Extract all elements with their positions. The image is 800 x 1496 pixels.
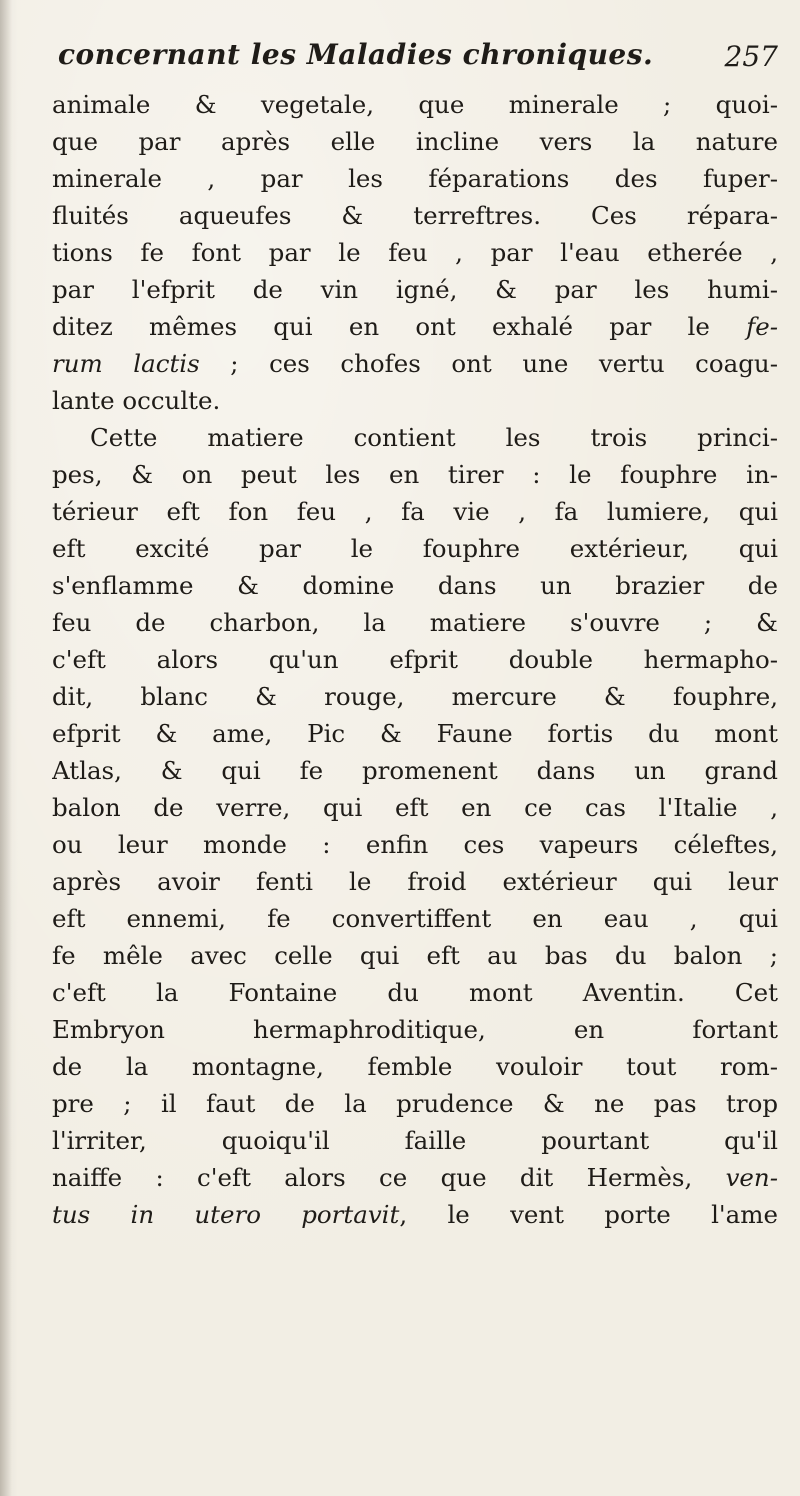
text-line	[52, 1196, 778, 1233]
text-line	[52, 1085, 778, 1122]
italic-text-run: fe-	[746, 312, 778, 341]
text-line	[52, 974, 778, 1011]
text-run: minerale , par les féparations des fuper-	[52, 164, 778, 193]
text-run: eft excité par le fouphre extérieur, qui	[52, 534, 778, 563]
text-run: térieur eft fon feu , fa vie , fa lumiere, qui	[52, 497, 778, 526]
text-run: ou leur monde : enfin ces vapeurs céleftes,	[52, 830, 778, 859]
text-run: ditez mêmes qui en ont exhalé par le	[52, 312, 747, 341]
text-line	[52, 789, 778, 826]
text-line	[52, 456, 778, 493]
running-head	[58, 38, 778, 82]
text-run: efprit & ame, Pic & Faune fortis du mont	[52, 719, 778, 748]
text-run: pes, & on peut les en tirer : le fouphre in-	[52, 460, 778, 489]
text-line	[52, 567, 778, 604]
text-line	[52, 678, 778, 715]
italic-text-run: rum lactis	[52, 349, 200, 378]
text-run: après avoir fenti le froid extérieur qui leur	[52, 867, 778, 896]
text-line	[52, 604, 778, 641]
text-line	[52, 641, 778, 678]
text-run: fe mêle avec celle qui eft au bas du balon ;	[52, 941, 778, 970]
text-run: dit, blanc & rouge, mercure & fouphre,	[52, 682, 778, 711]
text-line	[52, 900, 778, 937]
text-run: lante occulte.	[52, 386, 221, 415]
running-head-title: concernant les Maladies chroniques.	[58, 38, 654, 71]
text-run: Embryon hermaphroditique, en fortant	[52, 1015, 778, 1044]
text-line	[52, 345, 778, 382]
text-run: feu de charbon, la matiere s'ouvre ; &	[52, 608, 778, 637]
text-run: animale & vegetale, que minerale ; quoi-	[52, 90, 778, 119]
text-run: c'eft la Fontaine du mont Aventin. Cet	[52, 978, 778, 1007]
text-run: pre ; il faut de la prudence & ne pas trop	[52, 1089, 778, 1118]
text-line	[52, 419, 778, 456]
text-line	[52, 715, 778, 752]
text-run: fluités aqueufes & terreftres. Ces répara-	[52, 201, 778, 230]
text-line	[52, 937, 778, 974]
text-run: par l'efprit de vin igné, & par les humi-	[52, 275, 778, 304]
text-line	[52, 86, 778, 123]
text-line	[52, 826, 778, 863]
text-run: eft ennemi, fe convertiffent en eau , qui	[52, 904, 778, 933]
text-line	[52, 493, 778, 530]
text-line	[52, 530, 778, 567]
text-run: , le vent porte l'ame	[399, 1200, 778, 1229]
text-line	[52, 752, 778, 789]
text-run: ; ces chofes ont une vertu coagu-	[199, 349, 778, 378]
text-line	[52, 1011, 778, 1048]
text-line	[52, 308, 778, 345]
text-line	[52, 234, 778, 271]
text-run: que par après elle incline vers la nature	[52, 127, 778, 156]
text-run: balon de verre, qui eft en ce cas l'Italie ,	[52, 793, 778, 822]
text-line	[52, 1122, 778, 1159]
text-line	[52, 271, 778, 308]
text-line	[52, 1048, 778, 1085]
text-run: Atlas, & qui fe promenent dans un grand	[52, 756, 778, 785]
text-line	[52, 1159, 778, 1196]
text-run: naiffe : c'eft alors ce que dit Hermès,	[52, 1163, 726, 1192]
text-line	[52, 382, 778, 419]
text-run: l'irriter, quoiqu'il faille pourtant qu'il	[52, 1126, 778, 1155]
text-run: c'eft alors qu'un efprit double hermapho-	[52, 645, 778, 674]
text-run: s'enflamme & domine dans un brazier de	[52, 571, 778, 600]
text-run: tions fe font par le feu , par l'eau etherée ,	[52, 238, 778, 267]
text-run: de la montagne, femble vouloir tout rom-	[52, 1052, 778, 1081]
text-run: Cette matiere contient les trois princi-	[90, 423, 778, 452]
page-gutter-shadow	[0, 0, 12, 1496]
italic-text-run: tus in utero portavit	[52, 1200, 400, 1229]
italic-text-run: ven-	[725, 1163, 778, 1192]
text-line	[52, 863, 778, 900]
text-line	[52, 123, 778, 160]
page-number: 257	[724, 40, 778, 73]
body-text	[52, 86, 778, 1233]
text-line	[52, 197, 778, 234]
text-line	[52, 160, 778, 197]
